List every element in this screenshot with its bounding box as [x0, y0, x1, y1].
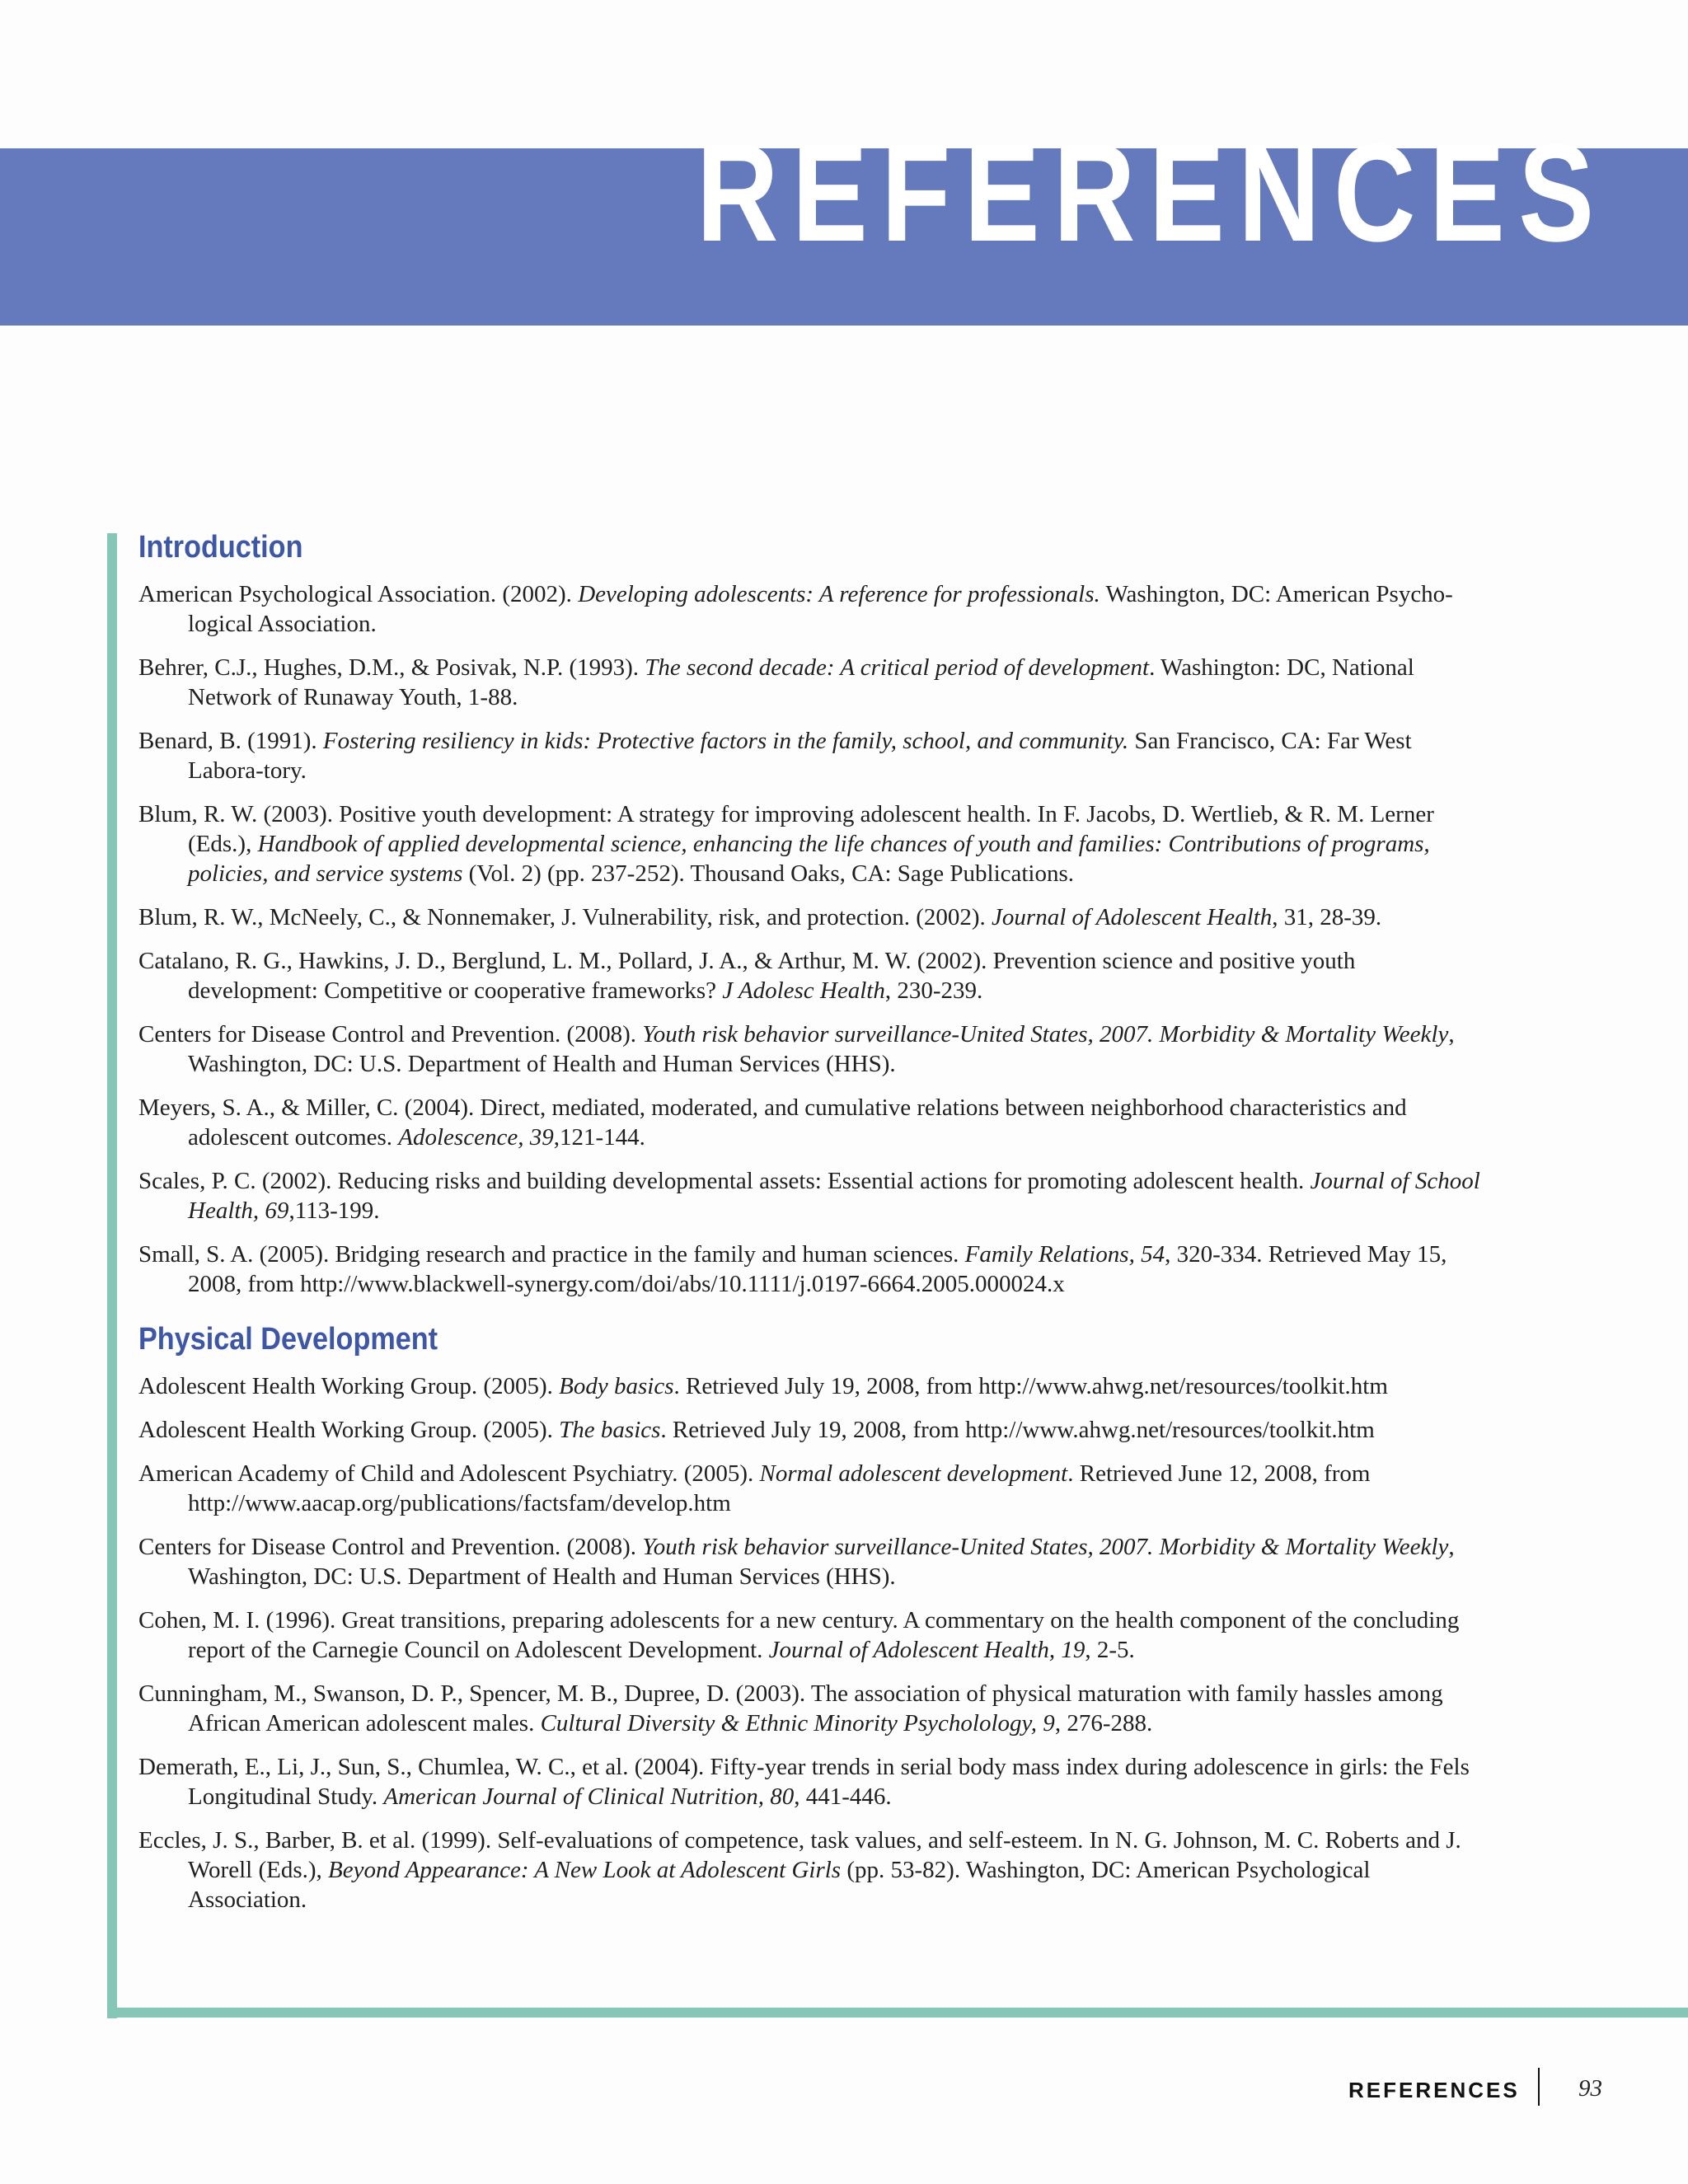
reference-text: . Retrieved July 19, 2008, from http://www.ahwg.net/resources/toolkit.htm [673, 1373, 1388, 1399]
reference-entry [138, 946, 1490, 1005]
reference-text: Catalano, R. G., Hawkins, J. D., Berglund, L. M., Pollard, J. A., & Arthur, M. W. (2002). Prevention science and positive youth development: Competitive or cooperative frameworks? [138, 948, 1356, 1004]
reference-title: Handbook of applied developmental science, enhancing the life chances of youth and families: Contributions of programs, policies, and service systems [188, 831, 1430, 887]
reference-text: Scales, P. C. (2002). Reducing risks and building developmental assets: Essential actions for promoting adolescent health. [138, 1168, 1311, 1194]
reference-text: , 276-288. [1054, 1710, 1153, 1736]
reference-title: Developing adolescents: A reference for professionals. [578, 581, 1100, 607]
reference-title: Youth risk behavior surveillance-United States, 2007. Morbidity & Mortality Weekly [642, 1021, 1449, 1047]
reference-text: American Psychological Association. (2002). [138, 581, 579, 607]
reference-title: Youth risk behavior surveillance-United States, 2007. Morbidity & Mortality Weekly [642, 1534, 1449, 1560]
reference-text: Blum, R. W., McNeely, C., & Nonnemaker, J. Vulnerability, risk, and protection. (2002). [138, 904, 992, 930]
reference-entry [138, 1371, 1490, 1401]
reference-entry [138, 1825, 1490, 1915]
reference-title: Normal adolescent development [759, 1460, 1068, 1487]
reference-text: Demerath, E., Li, J., Sun, S., Chumlea, W. C., et al. (2004). Fifty-year trends in serial body mass index during adolescence in girls: the Fels Longitudinal Study. [138, 1754, 1470, 1810]
reference-entry [138, 726, 1490, 785]
reference-text: (Vol. 2) (pp. 237-252). Thousand Oaks, CA: Sage Publications. [462, 860, 1075, 887]
reference-title: Journal of Adolescent Health [992, 904, 1273, 930]
reference-title: The basics [559, 1417, 661, 1443]
reference-title: American Journal of Clinical Nutrition, 80 [383, 1783, 795, 1810]
reference-text: ,113-199. [288, 1197, 380, 1224]
reference-text: , 2-5. [1085, 1637, 1135, 1663]
reference-text: Behrer, C.J., Hughes, D.M., & Posivak, N.P. (1993). [138, 654, 645, 681]
reference-text: . Retrieved July 19, 2008, from http://www.ahwg.net/resources/toolkit.htm [660, 1417, 1375, 1443]
reference-text: ,121-144. [553, 1124, 645, 1151]
reference-text: (pp. 53-82). Washington, DC: American Psychological Association. [188, 1857, 1371, 1913]
reference-text: , Washington, DC: U.S. Department of Health and Human Services (HHS). [188, 1534, 1455, 1590]
reference-entry [138, 1415, 1490, 1445]
reference-text: . Retrieved June 12, 2008, from http://www.aacap.org/publications/factsfam/develop.htm [188, 1460, 1371, 1516]
reference-title: Family Relations, 54 [964, 1241, 1165, 1268]
reference-title: Beyond Appearance: A New Look at Adolescent Girls [328, 1857, 842, 1883]
reference-text: Benard, B. (1991). [138, 728, 323, 754]
reference-entry [138, 1532, 1490, 1591]
reference-entry [138, 1605, 1490, 1665]
reference-entry [138, 1019, 1490, 1079]
footer-section-label: REFERENCES [1348, 2078, 1520, 2102]
reference-text: Centers for Disease Control and Prevention. (2008). [138, 1534, 643, 1560]
reference-entry [138, 1679, 1490, 1738]
reference-title: J Adolesc Health [722, 977, 885, 1004]
references-content [138, 525, 1490, 1929]
reference-text: , 441-446. [794, 1783, 892, 1810]
reference-entry [138, 902, 1490, 932]
reference-text: Washington, DC: American Psycho-logical Association. [188, 581, 1453, 637]
reference-text: , Washington, DC: U.S. Department of Health and Human Services (HHS). [188, 1021, 1455, 1077]
reference-title: Journal of School Health, 69 [188, 1168, 1480, 1224]
reference-text: . Washington: DC, National Network of Runaway Youth, 1-88. [188, 654, 1414, 710]
reference-text: Adolescent Health Working Group. (2005). [138, 1373, 560, 1399]
page-title: REFERENCES [696, 115, 1608, 270]
reference-text: San Francisco, CA: Far West Labora-tory. [188, 728, 1412, 784]
reference-text: Blum, R. W. (2003). Positive youth development: A strategy for improving adolescent health. In F. Jacobs, D. Wertlieb, & R. M. Lerner (Eds.), [138, 801, 1434, 857]
reference-entry [138, 799, 1490, 888]
section-introduction [138, 525, 1490, 1299]
reference-text: Small, S. A. (2005). Bridging research and practice in the family and human sciences. [138, 1241, 965, 1268]
reference-entry [138, 579, 1490, 639]
section-heading-introduction: Introduction [138, 530, 303, 565]
reference-entry [138, 1093, 1490, 1152]
reference-title: Journal of Adolescent Health, 19 [768, 1637, 1085, 1663]
reference-text: , 230-239. [884, 977, 983, 1004]
frame-bottom-rule [107, 2008, 1688, 2018]
reference-title: The second decade: A critical period of development [645, 654, 1150, 681]
section-heading-physical-development: Physical Development [138, 1322, 438, 1357]
reference-title: Cultural Diversity & Ethnic Minority Psycholology, 9 [540, 1710, 1055, 1736]
reference-entry [138, 1240, 1490, 1299]
reference-entry [138, 1459, 1490, 1518]
section-physical-development [138, 1317, 1490, 1915]
reference-title: Fostering resiliency in kids: Protective factors in the family, school, and community. [322, 728, 1129, 754]
reference-text: Cohen, M. I. (1996). Great transitions, preparing adolescents for a new century. A commentary on the health component of the concluding report of the Carnegie Council on Adolescent Development. [138, 1607, 1460, 1663]
reference-text: Adolescent Health Working Group. (2005). [138, 1417, 560, 1443]
reference-entry [138, 653, 1490, 712]
footer-divider [1538, 2068, 1540, 2106]
reference-entry [138, 1752, 1490, 1811]
page-number: 93 [1578, 2075, 1602, 2102]
reference-title: Body basics [559, 1373, 674, 1399]
reference-list [138, 1371, 1490, 1915]
reference-text: American Academy of Child and Adolescent Psychiatry. (2005). [138, 1460, 760, 1487]
reference-text: Centers for Disease Control and Prevention. (2008). [138, 1021, 643, 1047]
reference-text: , 31, 28-39. [1272, 904, 1382, 930]
frame-left-rule [107, 533, 117, 2018]
reference-text: , 320-334. Retrieved May 15, 2008, from http://www.blackwell-synergy.com/doi/abs/10.1111/j.0197-6664.2005.000024.x [188, 1241, 1447, 1297]
reference-text: Meyers, S. A., & Miller, C. (2004). Direct, mediated, moderated, and cumulative relations between neighborhood characteristics and adolescent outcomes. [138, 1094, 1407, 1151]
reference-text: Eccles, J. S., Barber, B. et al. (1999). Self-evaluations of competence, task values, and self-esteem. In N. G. Johnson, M. C. Roberts and J. Worell (Eds.), [138, 1827, 1461, 1883]
reference-text: Cunningham, M., Swanson, D. P., Spencer, M. B., Dupree, D. (2003). The association of physical maturation with family hassles among African American adolescent males. [138, 1680, 1443, 1736]
reference-title: Adolescence, 39 [398, 1124, 554, 1151]
reference-list [138, 579, 1490, 1299]
reference-entry [138, 1166, 1490, 1226]
